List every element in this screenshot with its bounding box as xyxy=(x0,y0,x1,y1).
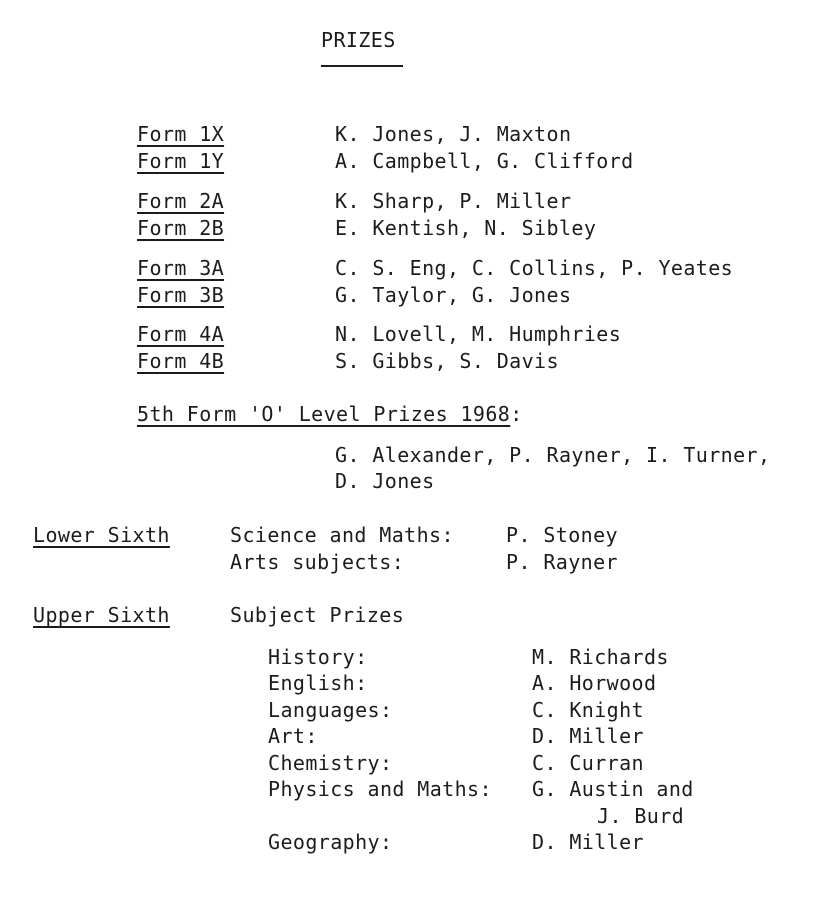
form-label: Form 3B xyxy=(137,283,225,307)
form-label: Form 3A xyxy=(137,256,225,280)
upper-sixth-subject: Geography: xyxy=(268,830,393,854)
upper-sixth-winner: A. Horwood xyxy=(532,671,657,695)
upper-sixth-winner: D. Miller xyxy=(532,724,644,748)
fifth-form-heading: 5th Form 'O' Level Prizes 1968 xyxy=(137,402,511,426)
upper-sixth-subject: Art: xyxy=(268,724,318,748)
lower-sixth-subject: Science and Maths: xyxy=(230,523,454,547)
upper-sixth-winner: C. Knight xyxy=(532,698,644,722)
form-winners: N. Lovell, M. Humphries xyxy=(335,322,622,346)
upper-sixth-label: Upper Sixth xyxy=(33,603,170,627)
upper-sixth-subject: Languages: xyxy=(268,698,393,722)
form-label: Form 4B xyxy=(137,349,225,373)
form-label: Form 2B xyxy=(137,216,225,240)
upper-sixth-winner: C. Curran xyxy=(532,751,644,775)
page-title: PRIZES xyxy=(321,28,396,52)
form-winners: E. Kentish, N. Sibley xyxy=(335,216,597,240)
form-winners: K. Sharp, P. Miller xyxy=(335,189,572,213)
form-label: Form 1X xyxy=(137,122,225,146)
title-underline xyxy=(321,65,403,67)
upper-sixth-winner: J. Burd xyxy=(597,804,685,828)
lower-sixth-label: Lower Sixth xyxy=(33,523,170,547)
upper-sixth-subject: History: xyxy=(268,645,368,669)
form-label: Form 2A xyxy=(137,189,225,213)
upper-sixth-heading: Subject Prizes xyxy=(230,603,405,627)
form-winners: A. Campbell, G. Clifford xyxy=(335,149,634,173)
upper-sixth-subject: English: xyxy=(268,671,368,695)
fifth-form-winners-line2: D. Jones xyxy=(335,469,435,493)
upper-sixth-winner: D. Miller xyxy=(532,830,644,854)
form-winners: S. Gibbs, S. Davis xyxy=(335,349,559,373)
lower-sixth-subject: Arts subjects: xyxy=(230,550,405,574)
upper-sixth-winner: G. Austin and xyxy=(532,777,694,801)
fifth-form-heading-row xyxy=(137,402,523,426)
form-winners: K. Jones, J. Maxton xyxy=(335,122,572,146)
form-label: Form 1Y xyxy=(137,149,225,173)
fifth-form-colon: : xyxy=(510,402,523,426)
upper-sixth-subject: Chemistry: xyxy=(268,751,393,775)
form-winners: G. Taylor, G. Jones xyxy=(335,283,572,307)
form-label: Form 4A xyxy=(137,322,225,346)
upper-sixth-winner: M. Richards xyxy=(532,645,669,669)
form-winners: C. S. Eng, C. Collins, P. Yeates xyxy=(335,256,734,280)
lower-sixth-winner: P. Rayner xyxy=(506,550,618,574)
lower-sixth-winner: P. Stoney xyxy=(506,523,618,547)
upper-sixth-subject: Physics and Maths: xyxy=(268,777,492,801)
fifth-form-winners-line1: G. Alexander, P. Rayner, I. Turner, xyxy=(335,443,771,467)
